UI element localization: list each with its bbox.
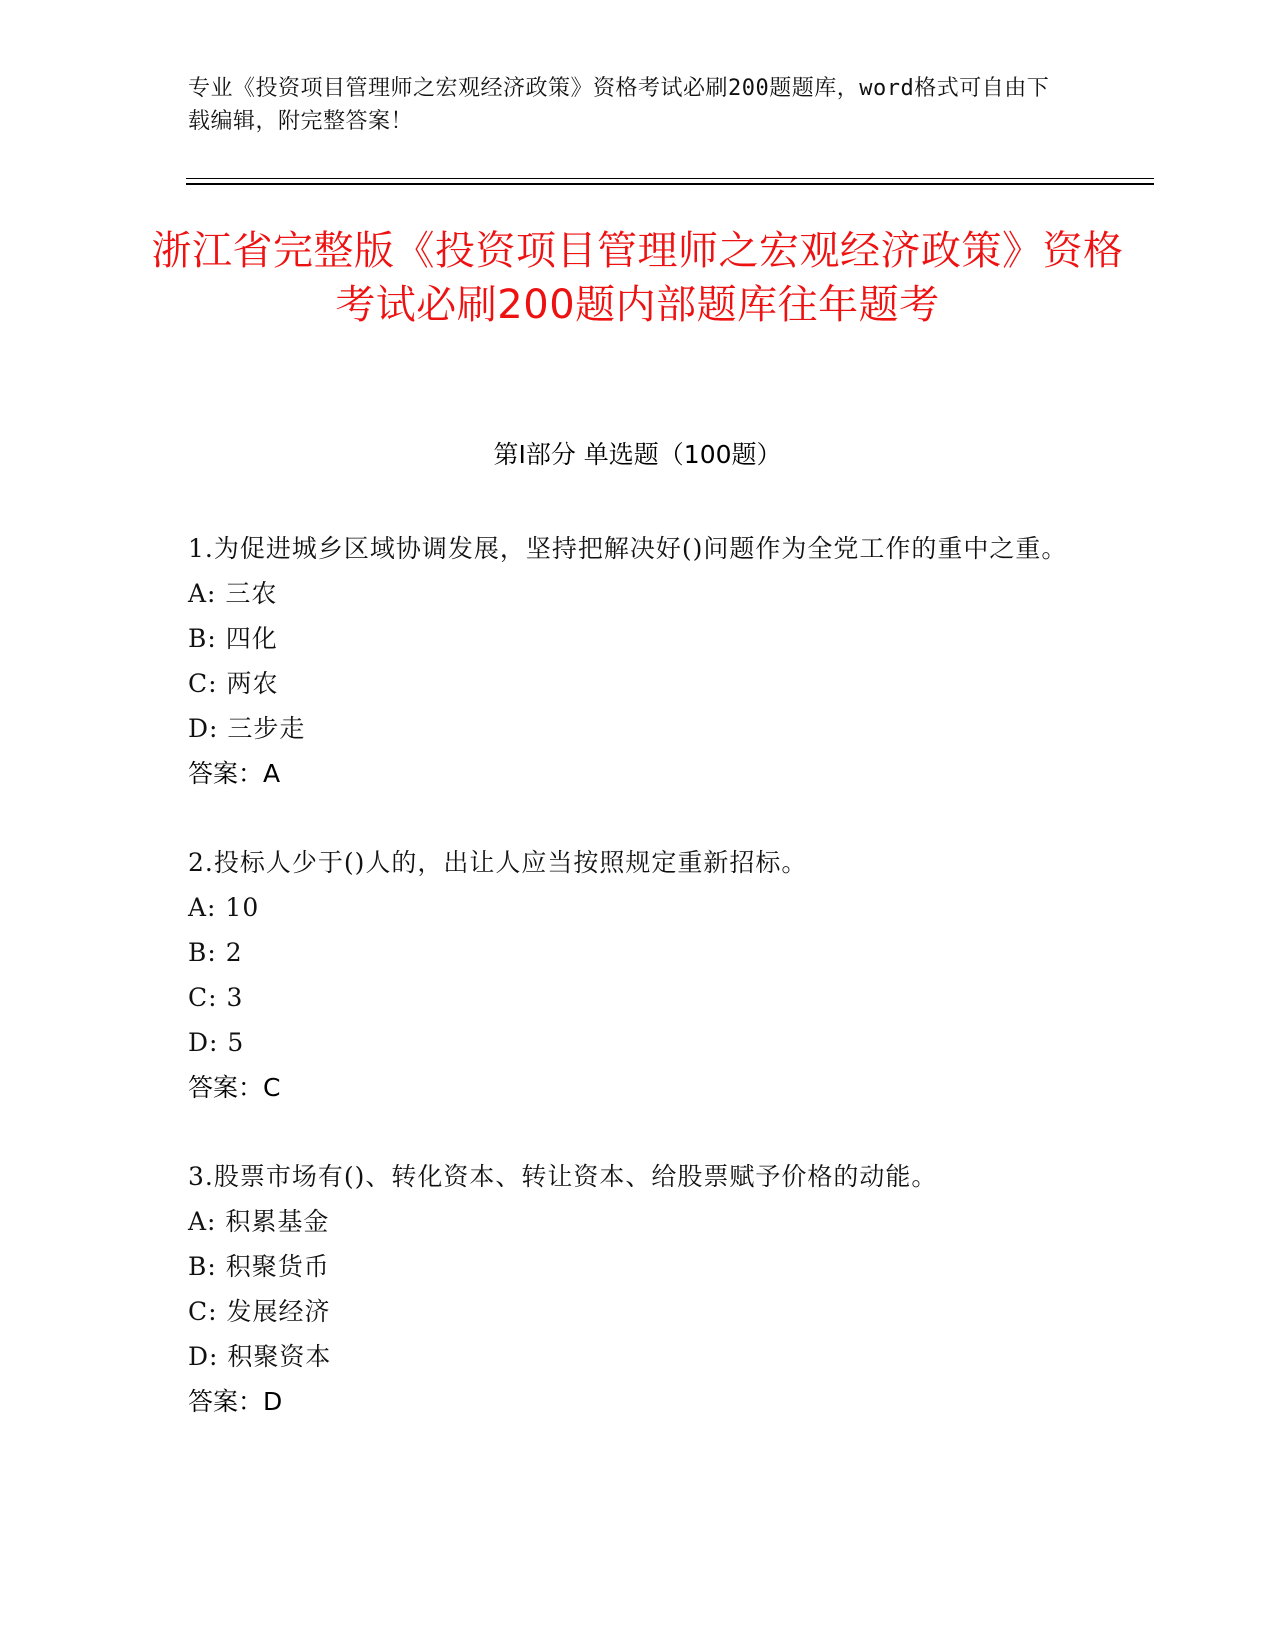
header-rule-thin [186,178,1154,179]
option-d: D: 5 [188,1028,245,1057]
question-2 [188,840,1068,1111]
question-stem: 3.股票市场有()、转化资本、转让资本、给股票赋予价格的动能。 [188,1162,938,1191]
option-a: A: 三农 [188,579,278,608]
option-b: B: 2 [188,938,243,967]
section-title: 第Ⅰ部分 单选题（100题） [493,440,782,469]
option-a: A: 积累基金 [188,1207,330,1236]
option-d: D: 三步走 [188,714,306,743]
answer-line: 答案：A [188,759,281,788]
question-stem: 1.为促进城乡区域协调发展，坚持把解决好()问题作为全党工作的重中之重。 [188,534,1068,563]
question-1 [188,526,1068,797]
answer-line: 答案：D [188,1387,283,1416]
question-spacer [188,797,1068,840]
option-c: C: 3 [188,983,244,1012]
question-3 [188,1154,1068,1425]
answer-line: 答案：C [188,1073,281,1102]
document-title: 浙江省完整版《投资项目管理师之宏观经济政策》资格考试必刷200题内部题库往年题考 [151,228,1124,328]
option-c: C: 发展经济 [188,1297,331,1326]
option-c: C: 两农 [188,669,279,698]
option-a: A: 10 [188,893,260,922]
option-b: B: 积聚货币 [188,1252,330,1281]
header-rule-thick [186,183,1154,185]
option-b: B: 四化 [188,624,278,653]
question-stem: 2.投标人少于()人的，出让人应当按照规定重新招标。 [188,848,808,877]
question-list [188,526,1068,1425]
header-note: 专业《投资项目管理师之宏观经济政策》资格考试必刷200题题库，word格式可自由下载编辑，附完整答案！ [188,76,1050,134]
question-spacer [188,1111,1068,1154]
option-d: D: 积聚资本 [188,1342,332,1371]
